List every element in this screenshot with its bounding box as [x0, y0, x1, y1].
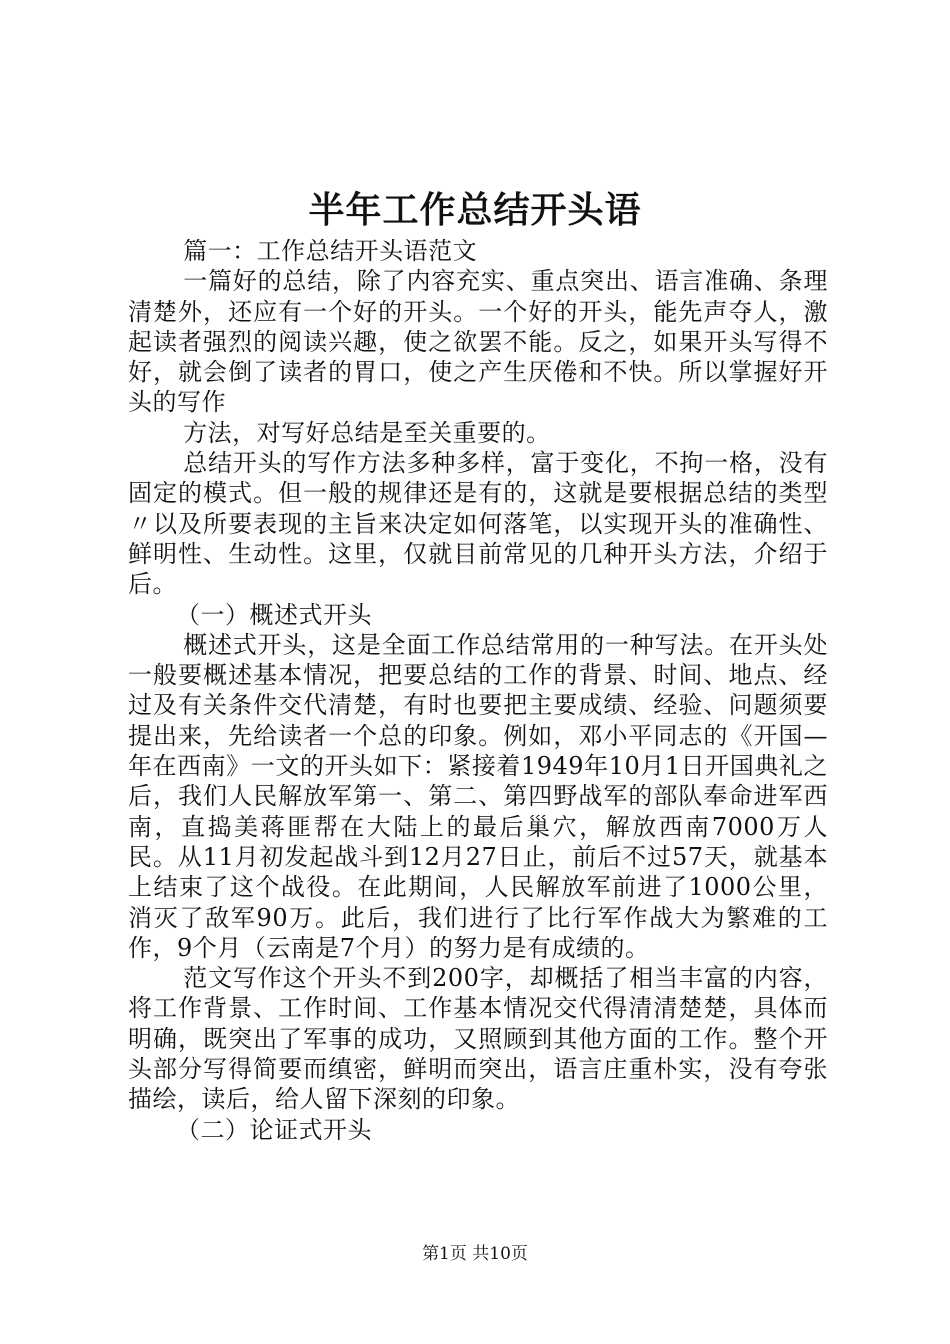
- subsection-heading: （一）概述式开头: [176, 600, 372, 629]
- subsection-heading: （二）论证式开头: [176, 1115, 372, 1144]
- document-title: 半年工作总结开头语: [308, 189, 642, 231]
- page-footer: 第1页 共10页: [422, 1244, 528, 1264]
- paragraph: 方法，对写好总结是至关重要的。: [183, 418, 551, 447]
- section-heading: 篇一：工作总结开头语范文: [183, 237, 478, 265]
- document-body: [128, 236, 828, 1145]
- paragraph: 范文写作这个开头不到200字，却概括了相当丰富的内容，将工作背景、工作时间、工作基本情况交代得清清楚楚，具体而明确，既突出了军事的成功，又照顾到其他方面的工作。整个开头部分写得简要而缜密，鲜明而突出，语言庄重朴实，没有夸张描绘，读后，给人留下深刻的印象。: [128, 964, 828, 1114]
- paragraph: 总结开头的写作方法多种多样，富于变化，不拘一格，没有固定的模式。但一般的规律还是有的，这就是要根据总结的类型〃以及所要表现的主旨来决定如何落笔，以实现开头的准确性、鲜明性、生动性。这里，仅就目前常见的几种开头方法，介绍于后。: [128, 449, 828, 599]
- paragraph: 概述式开头，这是全面工作总结常用的一种写法。在开头处一般要概述基本情况，把要总结的工作的背景、时间、地点、经过及有关条件交代清楚，有时也要把主要成绩、经验、问题须要提出来，先给读者一个总的印象。例如，邓小平同志的《开国—年在西南》一文的开头如下：紧接着1949年10月1日开国典礼之后，我们人民解放军第一、第二、第四野战军的部队奉命进军西南，直捣美蒋匪帮在大陆上的最后巢穴，解放西南7000万人民。从11月初发起战斗到12月27日止，前后不过57天，就基本上结束了这个战役。在此期间，人民解放军前进了1000公里，消灭了敌军90万。此后，我们进行了比行军作战大为繁难的工作，9个月（云南是7个月）的努力是有成绩的。: [128, 630, 828, 962]
- paragraph: 一篇好的总结，除了内容充实、重点突出、语言准确、条理清楚外，还应有一个好的开头。一个好的开头，能先声夺人，激起读者强烈的阅读兴趣，使之欲罢不能。反之，如果开头写得不好，就会倒了读者的胃口，使之产生厌倦和不快。所以掌握好开头的写作: [128, 267, 828, 417]
